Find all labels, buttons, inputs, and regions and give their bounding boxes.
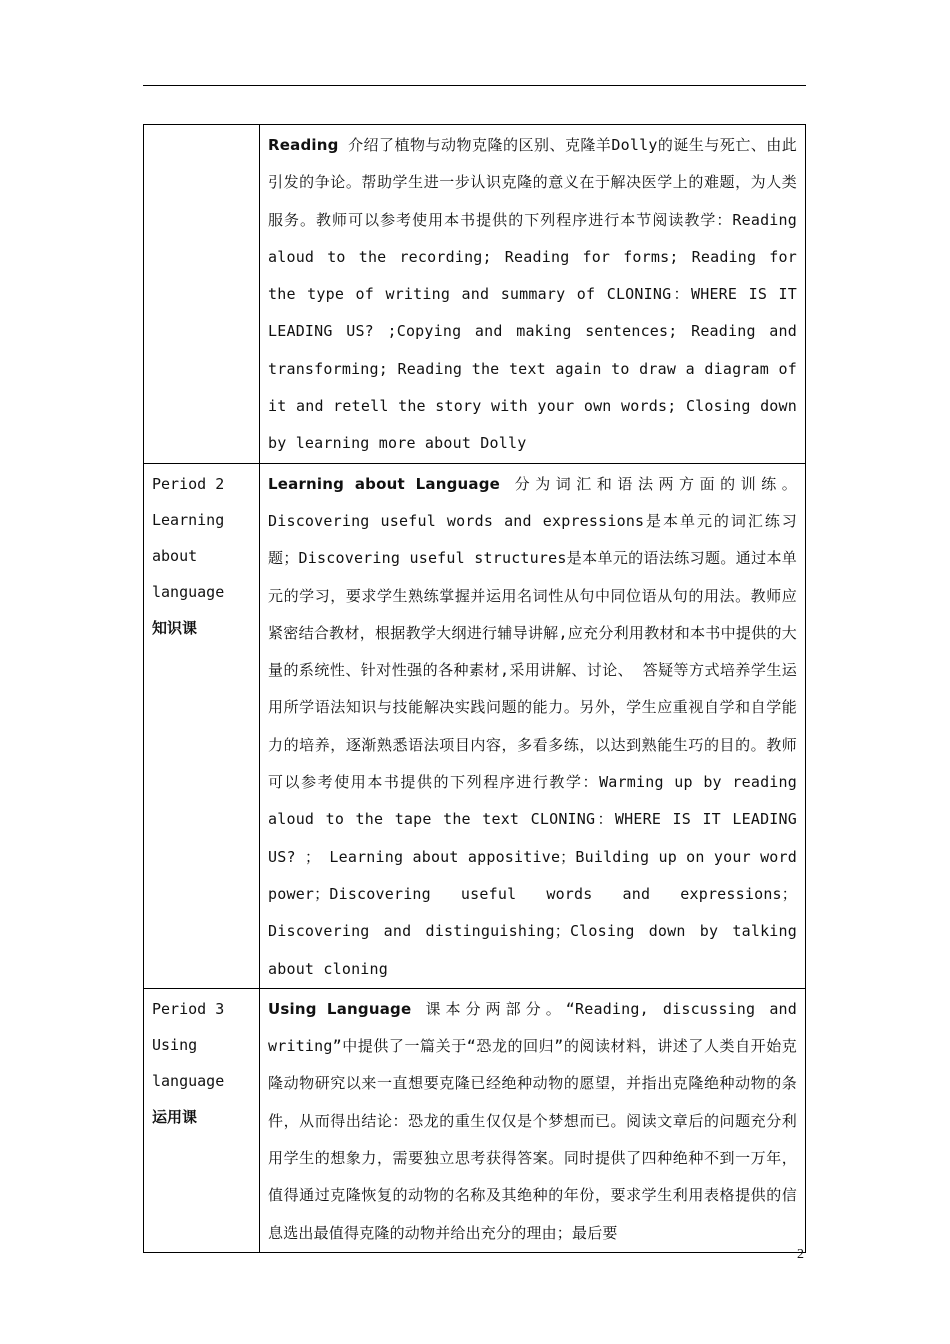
period-cell — [144, 125, 260, 464]
description-text: 介绍了植物与动物克隆的区别、克隆羊Dolly的诞生与死亡、由此引发的争论。帮助学生进一步认识克隆的意义在于解决医学上的难题，为人类服务。教师可以参考使用本书提供的下列程序进行本节阅读教学：Reading aloud to the recording; Reading for forms; Reading for the type of writing and summary of CLONING：WHERE IS IT LEADING US? ;Copying and making sentences; Reading and transforming; Reading the text again to draw a diagram of it and retell the story with your own words; Closing down by learning more about Dolly — [268, 136, 797, 453]
table-row — [144, 125, 806, 464]
period-type: 知识课 — [152, 618, 198, 637]
period-title-line: language — [152, 582, 225, 601]
description-text: 分为词汇和语法两方面的训练。Discovering useful words and expressions是本单元的词汇练习题；Discovering useful structures是本单元的语法练习题。通过本单元的学习，要求学生熟练掌握并运用名词性从句中同位语从句的用法。教师应紧密结合教材，根据教学大纲进行辅导讲解,应充分利用教材和本书中提供的大量的系统性、针对性强的各种素材,采用讲解、讨论、 答疑等方式培养学生运用所学语法知识与技能解决实践问题的能力。另外，学生应重视自学和自学能力的培养，逐渐熟悉语法项目内容，多看多练，以达到熟能生巧的目的。教师可以参考使用本书提供的下列程序进行教学：Warming up by reading aloud to the tape the text CLONING：WHERE IS IT LEADING US? ； Learning about appositive；Building up on your word power；Discovering useful words and expressions；Discovering and distinguishing；Closing down by talking about cloning — [268, 474, 797, 978]
header-rule — [143, 85, 806, 86]
period-label: Period 3 — [152, 999, 225, 1018]
period-cell — [144, 463, 260, 988]
period-title-line: about — [152, 546, 198, 565]
description-cell — [260, 988, 806, 1252]
description-cell — [260, 463, 806, 988]
table-row — [144, 463, 806, 988]
period-title-line: Using — [152, 1035, 198, 1054]
period-label: Period 2 — [152, 474, 225, 493]
table-row — [144, 988, 806, 1252]
period-title-line: Learning — [152, 510, 225, 529]
period-cell — [144, 988, 260, 1252]
description-lead: Learning about Language — [268, 474, 501, 493]
description-text: 课本分两部分。“Reading, discussing and writing”中提供了一篇关于“恐龙的回归”的阅读材料，讲述了人类自开始克隆动物研究以来一直想要克隆已经绝种动物的愿望，并指出克隆绝种动物的条件，从而得出结论：恐龙的重生仅仅是个梦想而已。阅读文章后的问题充分利用学生的想象力，需要独立思考获得答案。同时提供了四种绝种不到一万年，值得通过克隆恢复的动物的名称及其绝种的年份，要求学生利用表格提供的信息选出最值得克隆的动物并给出充分的理由；最后要 — [268, 999, 798, 1242]
period-title-line: language — [152, 1071, 225, 1090]
lesson-plan-table — [143, 124, 806, 1253]
description-lead: Reading — [268, 136, 339, 154]
description-lead: Using Language — [268, 999, 412, 1018]
description-cell — [260, 125, 806, 464]
page-number: 2 — [797, 1247, 804, 1262]
period-type: 运用课 — [152, 1107, 198, 1126]
